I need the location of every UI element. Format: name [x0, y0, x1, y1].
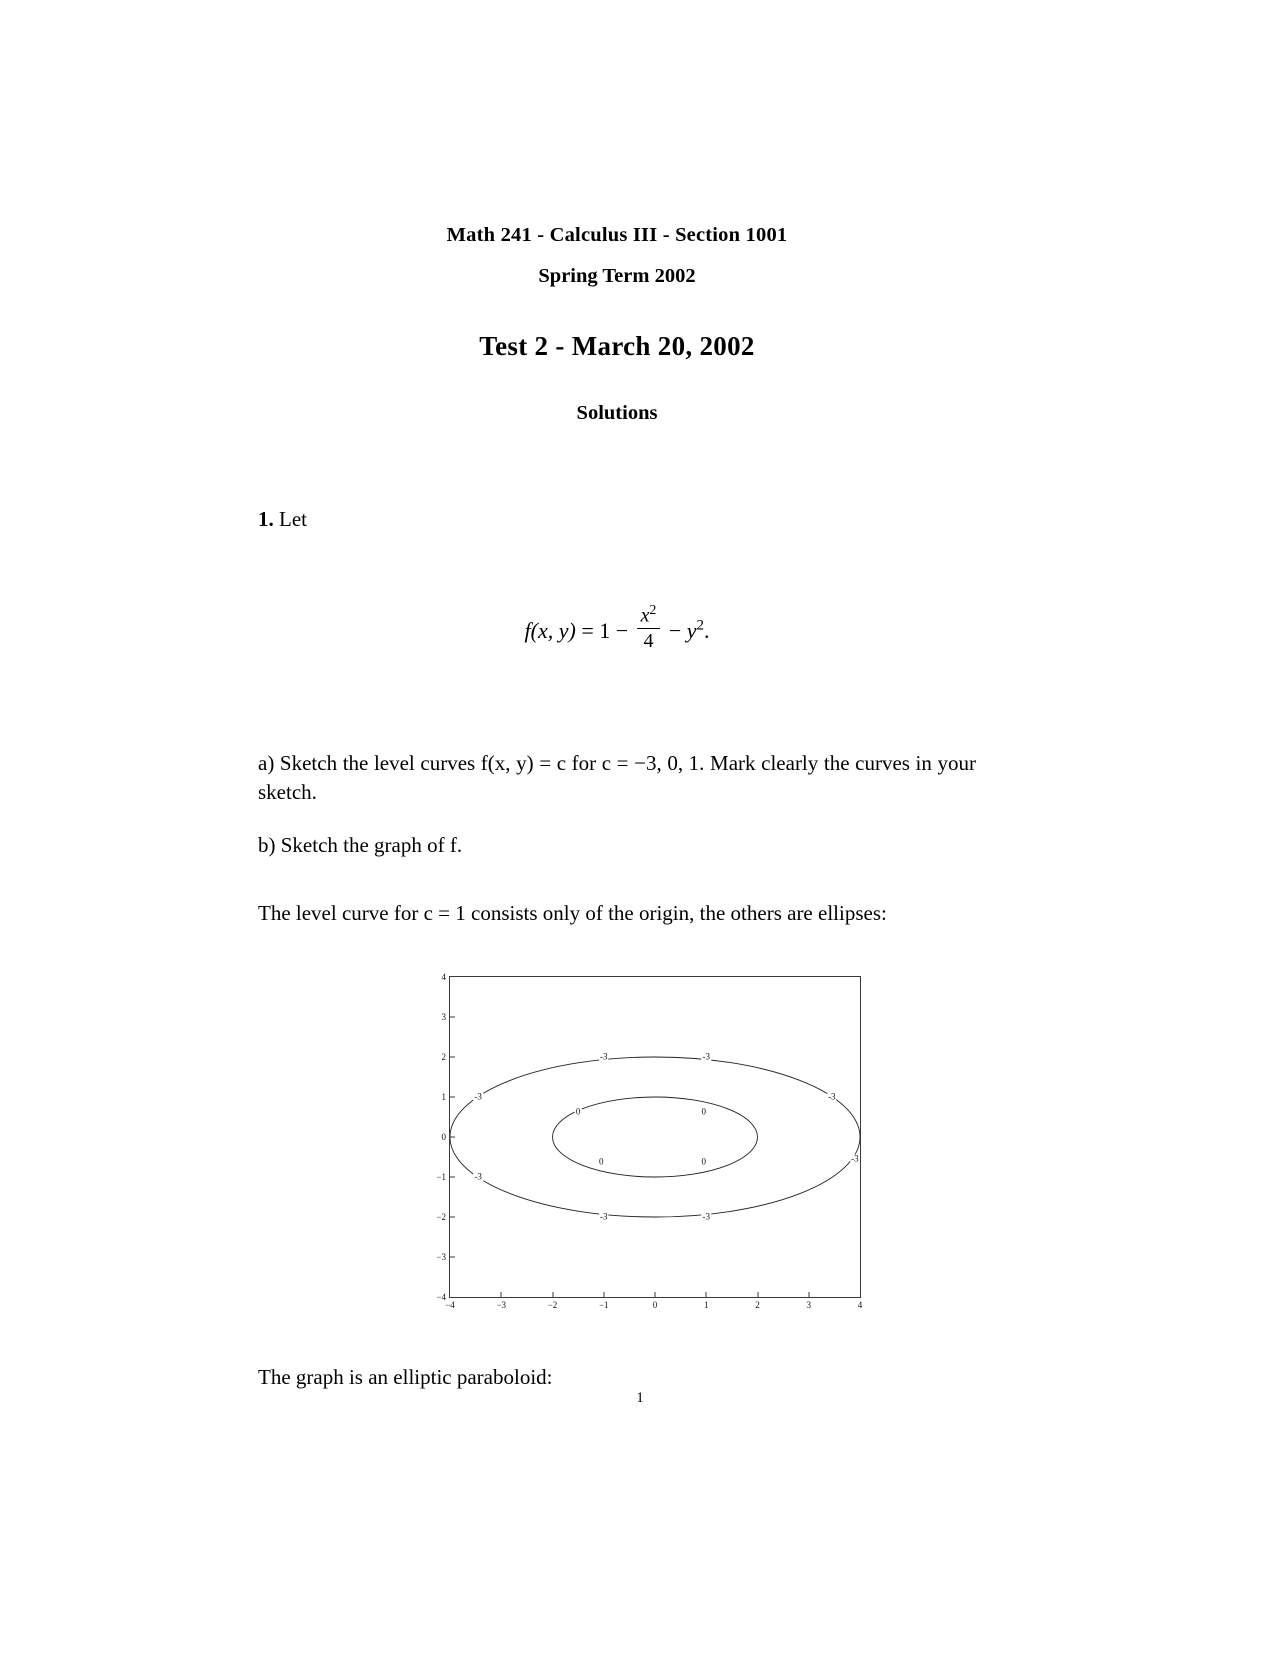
- x-axis-tick-label: 4: [857, 1300, 863, 1311]
- problem-1-lead: [258, 507, 976, 532]
- formula-eq: = 1 −: [581, 617, 629, 643]
- x-axis-tick-mark: [757, 1292, 758, 1297]
- x-axis-tick-mark: [603, 1292, 604, 1297]
- level-curves-figure: [258, 972, 976, 1321]
- y-axis-tick-label: −3: [436, 1252, 446, 1263]
- y-axis-tick-label: −2: [436, 1212, 446, 1223]
- formula-period: .: [704, 617, 710, 643]
- y-axis-tick-label: 4: [441, 972, 446, 983]
- level-curve-1: [450, 1057, 860, 1217]
- y-axis-tick-mark: [450, 1177, 455, 1178]
- curve-label: -3: [474, 1171, 482, 1182]
- y-axis-tick-mark: [450, 1057, 455, 1058]
- x-axis-tick-mark: [706, 1292, 707, 1297]
- x-axis-tick-mark: [655, 1292, 656, 1297]
- problem-part-a: a) Sketch the level curves f(x, y) = c for c = −3, 0, 1. Mark clearly the curves in your sketch.: [258, 751, 976, 804]
- problem-part-b: b) Sketch the graph of f.: [258, 832, 463, 857]
- x-axis-tick-mark: [552, 1292, 553, 1297]
- curve-label: -3: [600, 1211, 608, 1222]
- y-axis-tick-mark: [450, 1137, 455, 1138]
- curve-label: -3: [474, 1091, 482, 1102]
- problem-lead-text: Let: [279, 506, 307, 531]
- y-axis-tick-label: 3: [441, 1012, 446, 1023]
- x-axis-tick-label: 1: [704, 1300, 709, 1311]
- x-axis-tick-label: −3: [496, 1300, 507, 1311]
- formula-frac-num: x: [640, 604, 650, 627]
- x-axis-tick-label: 0: [652, 1300, 658, 1311]
- level-curves-plot: [407, 972, 863, 1321]
- x-axis-tick-label: 2: [755, 1300, 760, 1311]
- formula-frac-den: 4: [643, 630, 654, 653]
- x-axis-tick-label: −1: [598, 1300, 609, 1311]
- y-axis-tick-label: −1: [436, 1172, 446, 1183]
- level-curves-svg: [450, 977, 860, 1297]
- page-number: 1: [636, 1390, 644, 1406]
- problem-number: 1.: [258, 506, 274, 531]
- curve-label: -3: [851, 1153, 859, 1164]
- x-axis-tick-label: 3: [806, 1300, 811, 1311]
- closing-text: The graph is an elliptic paraboloid:: [258, 1365, 553, 1390]
- course-header-line2: Spring Term 2002: [538, 264, 696, 287]
- x-axis-tick-label: −2: [547, 1300, 558, 1311]
- formula-minus: −: [668, 617, 682, 643]
- y-axis-tick-label: −4: [436, 1292, 446, 1303]
- formula-lhs: f: [524, 617, 531, 643]
- document-title: Test 2 - March 20, 2002: [479, 330, 755, 361]
- solution-note: The level curve for c = 1 consists only of the origin, the others are ellipses:: [258, 901, 887, 926]
- curve-label: 0: [701, 1106, 706, 1117]
- function-definition-formula: [258, 602, 976, 654]
- x-axis-tick-label: −4: [445, 1300, 455, 1311]
- plot-axes-box: [436, 972, 863, 1311]
- formula-last-exponent: 2: [696, 616, 704, 633]
- y-axis-tick-label: 2: [441, 1052, 446, 1063]
- formula-frac-num-exponent: 2: [649, 601, 657, 617]
- document-subtitle: Solutions: [576, 401, 658, 424]
- level-curve-2: [553, 1097, 758, 1177]
- course-header-line1: Math 241 - Calculus III - Section 1001: [446, 224, 788, 246]
- formula-args: (x, y): [530, 617, 576, 643]
- y-axis-tick-label: 0: [441, 1132, 446, 1143]
- curve-label: -3: [702, 1211, 710, 1222]
- curve-label: 0: [701, 1156, 706, 1167]
- formula-fraction: [637, 602, 661, 654]
- y-axis-tick-mark: [450, 1257, 455, 1258]
- curve-label: -3: [600, 1051, 608, 1062]
- y-axis-tick-mark: [450, 1017, 455, 1018]
- curve-label: 0: [575, 1106, 581, 1117]
- y-axis-tick-label: 1: [441, 1092, 446, 1103]
- curve-label: -3: [828, 1091, 836, 1102]
- y-axis-tick-mark: [450, 1097, 455, 1098]
- document-content: [258, 225, 976, 1390]
- formula-last-term: y: [686, 617, 697, 643]
- y-axis-tick-mark: [450, 1217, 455, 1218]
- curve-label: 0: [598, 1156, 604, 1167]
- x-axis-tick-mark: [808, 1292, 809, 1297]
- curve-label: -3: [702, 1051, 710, 1062]
- x-axis-tick-mark: [501, 1292, 502, 1297]
